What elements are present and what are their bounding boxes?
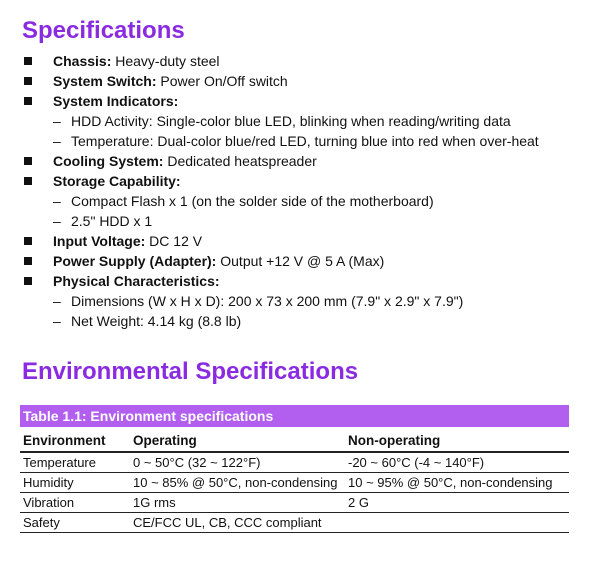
- sub-item-text: Temperature: Dual-color blue/red LED, turning blue into red when over-heat: [71, 133, 539, 149]
- spec-label: Physical Characteristics:: [53, 273, 220, 289]
- table-cell: 10 ~ 95% @ 50°C, non-condensing: [345, 473, 569, 493]
- table-cell: Safety: [20, 513, 130, 533]
- table-cell: [345, 513, 569, 533]
- sub-item-text: HDD Activity: Single-color blue LED, blinking when reading/writing data: [71, 113, 511, 129]
- square-bullet-icon: [24, 237, 32, 245]
- square-bullet-icon: [24, 277, 32, 285]
- square-bullet-icon: [24, 177, 32, 185]
- table-row: [20, 493, 569, 513]
- spec-value: Power On/Off switch: [156, 73, 288, 89]
- spec-label: Power Supply (Adapter):: [53, 253, 217, 269]
- spec-value: Dedicated heatspreader: [163, 153, 317, 169]
- dash-bullet-icon: –: [53, 213, 61, 229]
- table-cell: -20 ~ 60°C (-4 ~ 140°F): [345, 452, 569, 473]
- spec-label: System Switch:: [53, 73, 157, 89]
- table-cell: Vibration: [20, 493, 130, 513]
- sub-item-text: 2.5" HDD x 1: [71, 213, 153, 229]
- table-cell: 10 ~ 85% @ 50°C, non-condensing: [130, 473, 345, 493]
- column-header: Operating: [130, 429, 345, 452]
- table-caption: Table 1.1: Environment specifications: [20, 405, 569, 427]
- table-row: [20, 473, 569, 493]
- spec-value: DC 12 V: [145, 233, 203, 249]
- dash-bullet-icon: –: [53, 193, 61, 209]
- spec-label: Input Voltage:: [53, 233, 146, 249]
- sub-item-text: Dimensions (W x H x D): 200 x 73 x 200 mm (7.9" x 2.9" x 7.9"): [71, 293, 464, 309]
- section-heading: Environmental Specifications: [22, 358, 359, 385]
- table-cell: 1G rms: [130, 493, 345, 513]
- spec-value: Output +12 V @ 5 A (Max): [216, 253, 385, 269]
- table-header-row: [20, 429, 569, 452]
- spec-label: Cooling System:: [53, 153, 164, 169]
- table-row: [20, 513, 569, 533]
- table-cell: Temperature: [20, 452, 130, 473]
- column-header: Non-operating: [345, 429, 569, 452]
- square-bullet-icon: [24, 157, 32, 165]
- page-title: Specifications: [22, 17, 185, 44]
- square-bullet-icon: [24, 257, 32, 265]
- spec-label: Chassis:: [53, 53, 112, 69]
- table-row: [20, 452, 569, 473]
- table-cell: 0 ~ 50°C (32 ~ 122°F): [130, 452, 345, 473]
- dash-bullet-icon: –: [53, 133, 61, 149]
- sub-item-text: Compact Flash x 1 (on the solder side of the motherboard): [71, 193, 434, 209]
- spec-label: Storage Capability:: [53, 173, 181, 189]
- dash-bullet-icon: –: [53, 113, 61, 129]
- sub-item-text: Net Weight: 4.14 kg (8.8 lb): [71, 313, 242, 329]
- square-bullet-icon: [24, 77, 32, 85]
- table-cell: Humidity: [20, 473, 130, 493]
- column-header: Environment: [20, 429, 130, 452]
- table-cell: CE/FCC UL, CB, CCC compliant: [130, 513, 345, 533]
- square-bullet-icon: [24, 97, 32, 105]
- spec-value: Heavy-duty steel: [111, 53, 220, 69]
- dash-bullet-icon: –: [53, 313, 61, 329]
- spec-label: System Indicators:: [53, 93, 179, 109]
- square-bullet-icon: [24, 57, 32, 65]
- environment-table: [20, 429, 569, 533]
- table-cell: 2 G: [345, 493, 569, 513]
- dash-bullet-icon: –: [53, 293, 61, 309]
